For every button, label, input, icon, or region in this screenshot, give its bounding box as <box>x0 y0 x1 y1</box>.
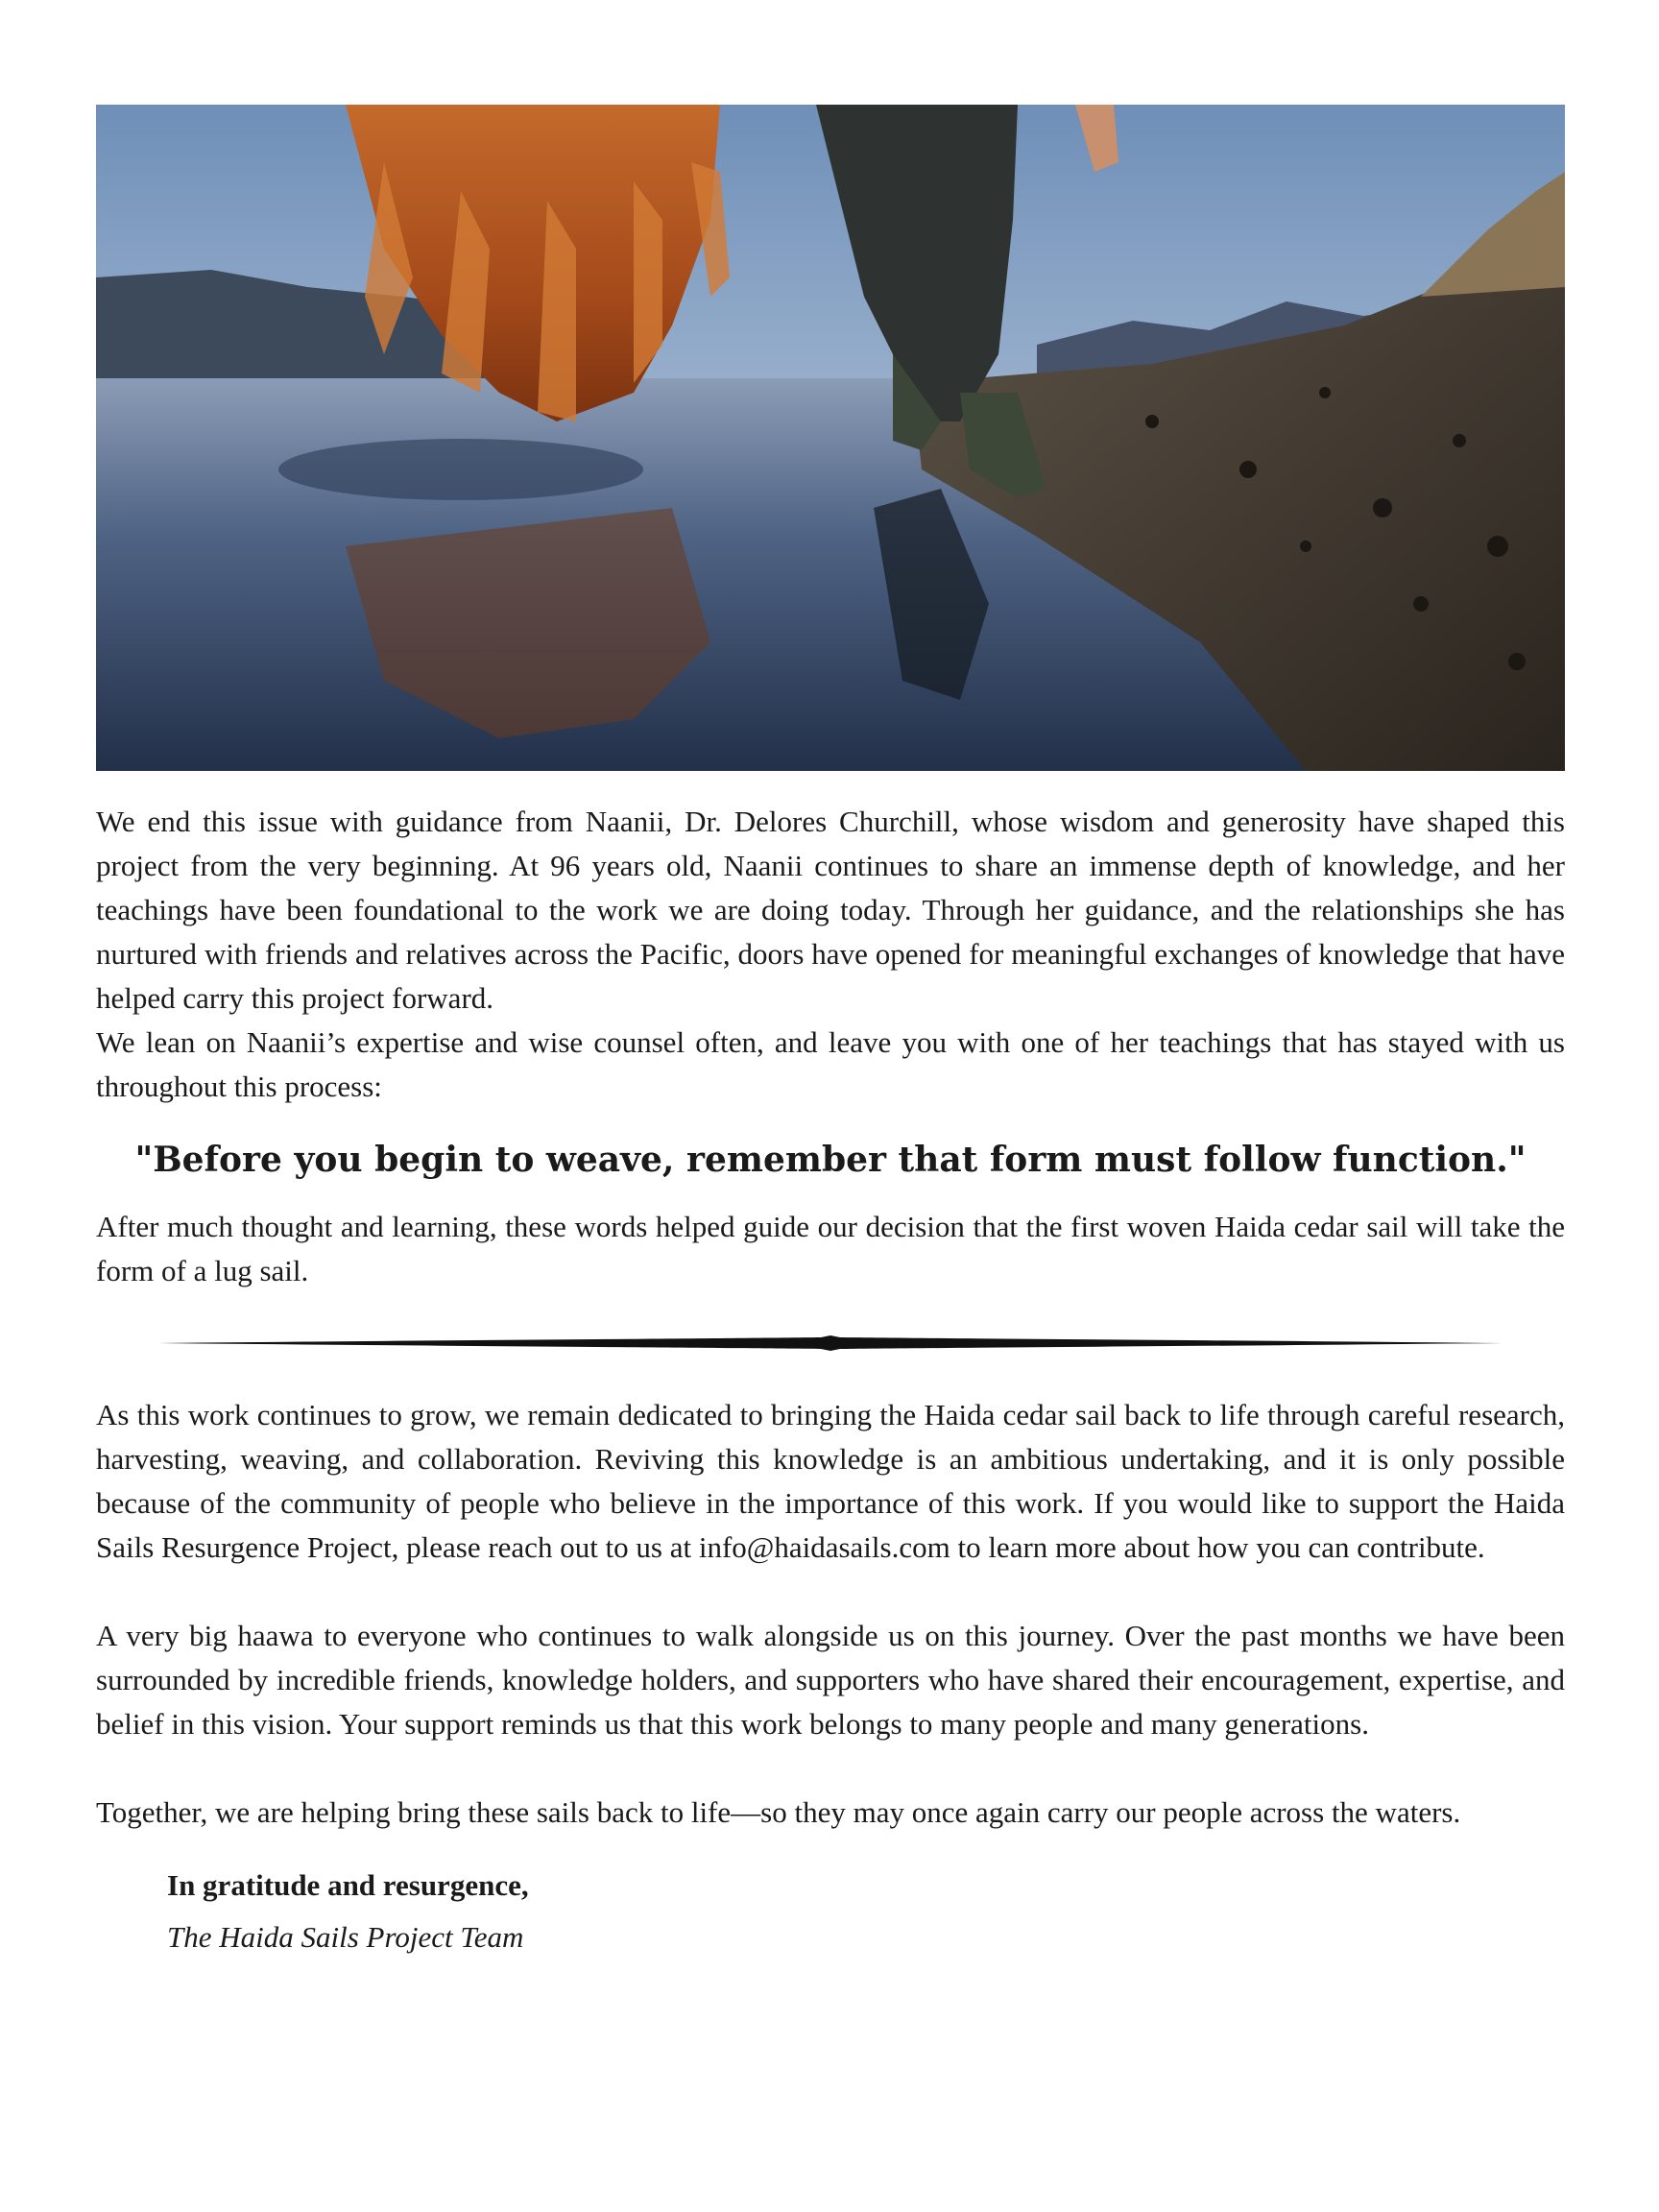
decision-paragraph: After much thought and learning, these words helped guide our decision that the first woven Haida cedar sail will take the form of a lug sail. <box>96 1210 1565 1287</box>
newsletter-page <box>96 105 1565 1960</box>
lean-on-paragraph: We lean on Naanii’s expertise and wise counsel often, and leave you with one of her teachings that has stayed with us throughout this process: <box>96 1025 1565 1103</box>
naanii-quote: "Before you begin to weave, remember that form must follow function." <box>134 1140 1527 1180</box>
support-paragraph: As this work continues to grow, we remain dedicated to bringing the Haida cedar sail back to life through careful research, harvesting, weaving, and collaboration. Reviving this knowledge is an ambitious undertaking, and it is only possible because of the community of people who believe in the importance of this work. If you would like to support the Haida Sails Resurgence Project, please reach out to us at info@haidasails.com to learn more about how you can contribute. <box>96 1398 1565 1564</box>
cedar-bark-harvest-photo <box>96 105 1565 771</box>
together-paragraph: Together, we are helping bring these sails back to life—so they may once again carry our people across the waters. <box>96 1795 1461 1829</box>
intro-paragraph: We end this issue with guidance from Naanii, Dr. Delores Churchill, whose wisdom and generosity have shaped this project from the very beginning. At 96 years old, Naanii continues to share an immense depth of knowledge, and her teachings have been foundational to the work we are doing today. Through her guidance, and the relationships she has nurtured with friends and relatives across the Pacific, doors have opened for meaningful exchanges of knowledge that have helped carry this project forward. <box>96 805 1565 1015</box>
section-divider <box>158 1335 1503 1351</box>
closing-line: In gratitude and resurgence, <box>167 1868 529 1902</box>
signoff <box>167 1863 1565 1960</box>
team-signature: The Haida Sails Project Team <box>167 1920 524 1954</box>
thanks-paragraph: A very big haawa to everyone who continues to walk alongside us on this journey. Over the past months we have been surrounded by incredible friends, knowledge holders, and supporters who have shared their encouragement, expertise, and belief in this vision. Your support reminds us that this work belongs to many people and many generations. <box>96 1619 1565 1741</box>
